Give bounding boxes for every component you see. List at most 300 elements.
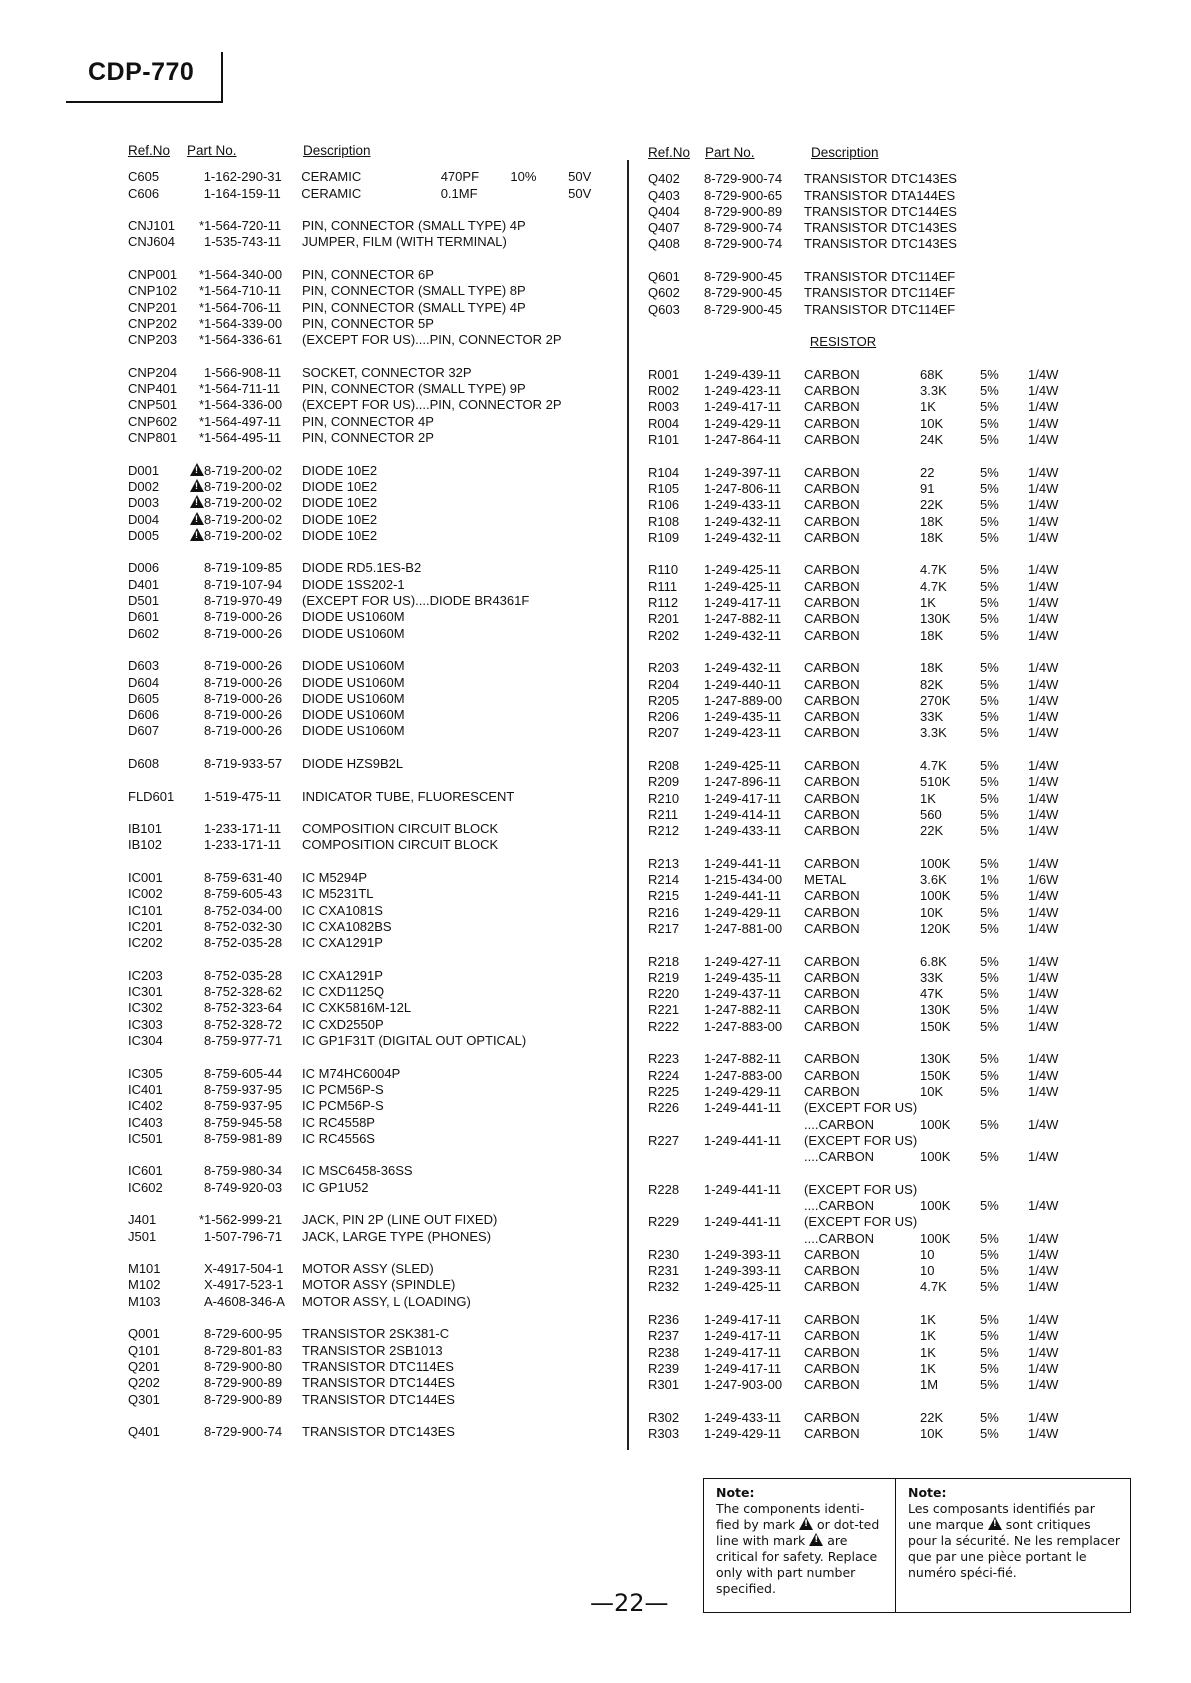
part-row [648,954,1078,970]
mark-cell: * [198,267,204,283]
ref-no: R231 [648,1263,680,1279]
tolerance: 5% [980,806,999,822]
description: TRANSISTOR 2SK381-C [302,1326,450,1342]
resistor-type: CARBON [804,1051,860,1067]
ref-no: FLD601 [128,788,175,804]
wattage: 1/4W [1028,986,1059,1002]
part-number: 8-729-801-83 [204,1342,283,1358]
tolerance: 5% [980,692,999,708]
header-ref: Ref.No [128,143,171,158]
ref-no: R232 [648,1279,680,1295]
resistance: 130K [920,611,951,627]
mark-cell [186,1424,204,1440]
description: DIODE 10E2 [302,478,378,494]
row-gap [128,642,608,658]
ref-no: J401 [128,1212,157,1228]
wattage: 1/4W [1028,399,1059,415]
part-number: 8-729-600-95 [204,1326,283,1342]
tolerance: 5% [980,1002,999,1018]
resistance: 150K [920,1067,951,1083]
warning-triangle-icon [190,528,204,541]
mark-cell [186,1082,204,1098]
resistance: 100K [920,1116,951,1132]
part-number: 1-249-425-11 [704,1279,782,1295]
mark-cell [186,495,204,511]
part-row [128,609,608,625]
mark-cell: * [198,315,204,331]
ref-no: D602 [128,625,160,641]
tolerance: 5% [980,1018,999,1034]
resistance: 6.8K [920,953,947,969]
part-row [648,1149,1078,1165]
part-row [648,693,1078,709]
row-gap [648,1394,1078,1410]
part-number: 8-719-109-85 [204,560,283,576]
tolerance: 5% [980,969,999,985]
ref-no: CNP401 [128,381,178,397]
resistor-type: CARBON [804,1002,860,1018]
part-row [648,1214,1078,1230]
part-number: 8-759-937-95 [204,1098,283,1114]
mark-cell [186,1017,204,1033]
part-row [128,365,608,381]
ref-no: M102 [128,1277,161,1293]
wattage: 1/4W [1028,676,1059,692]
part-row [128,560,608,576]
tolerance: 5% [980,529,999,545]
part-number: 8-759-631-40 [204,870,283,886]
resistance: 22K [920,497,944,513]
part-row [648,383,1078,399]
resistor-type: CARBON [804,757,860,773]
row-gap [648,253,1078,269]
tolerance: 5% [980,1149,999,1165]
mark-cell [186,1294,204,1310]
description: DIODE US1060M [302,625,405,641]
ref-no: IC203 [128,967,163,983]
voltage: 50V [568,185,592,201]
mark-cell [186,1131,204,1147]
tolerance: 5% [980,1067,999,1083]
mark-cell [186,479,204,495]
part-row [128,1277,608,1293]
resistor-type: CARBON [804,1426,860,1442]
part-row [128,528,608,544]
part-row [128,903,608,919]
description: TRANSISTOR DTC144ES [804,203,957,219]
ref-no: R219 [648,969,680,985]
part-number: 8-729-900-80 [204,1358,283,1374]
description: (EXCEPT FOR US)....PIN, CONNECTOR 2P [302,397,562,413]
resistor-type: CARBON [804,953,860,969]
part-number: 1-564-495-11 [204,430,282,446]
part-row [128,1261,608,1277]
row-gap [648,546,1078,562]
resistor-type: (EXCEPT FOR US) [804,1214,918,1230]
part-row [128,756,608,772]
resistor-type: CARBON [804,823,860,839]
part-row [648,1247,1078,1263]
part-number: 1-249-393-11 [704,1263,782,1279]
ref-no: CNP001 [128,267,178,283]
resistance: 100K [920,888,951,904]
resistor-type: CARBON [804,986,860,1002]
resistance: 33K [920,969,944,985]
resistance: 120K [920,920,951,936]
part-number: 8-719-000-26 [204,707,283,723]
ref-no: CNJ101 [128,218,175,234]
ref-no: Q402 [648,171,680,187]
resistor-type: (EXCEPT FOR US) [804,1100,918,1116]
ref-no: C606 [128,185,160,201]
part-number: 1-249-417-11 [704,595,782,611]
part-row [128,1212,608,1228]
ref-no: IC305 [128,1065,163,1081]
description: DIODE US1060M [302,707,405,723]
ref-no: J501 [128,1228,157,1244]
continuation: ....CARBON [804,1149,875,1165]
part-row [128,463,608,479]
part-row [648,595,1078,611]
tolerance: 5% [980,415,999,431]
ref-no: R237 [648,1328,680,1344]
value: 0.1MF [440,185,478,201]
description: PIN, CONNECTOR (SMALL TYPE) 8P [302,283,526,299]
part-number: A-4608-346-A [204,1293,285,1309]
tolerance: 5% [980,497,999,513]
ref-no: R220 [648,986,680,1002]
part-number: 1-249-433-11 [704,497,782,513]
ref-no: CNP602 [128,413,178,429]
part-number: 1-247-882-11 [704,611,782,627]
description: DIODE 10E2 [302,527,378,543]
description: TRANSISTOR 2SB1013 [302,1342,443,1358]
wattage: 1/4W [1028,823,1059,839]
part-number: 1-247-864-11 [704,432,782,448]
wattage: 1/4W [1028,1377,1059,1393]
part-row [128,870,608,886]
part-number: 8-719-107-94 [204,576,283,592]
ref-no: IB101 [128,821,162,837]
mark-cell [186,1180,204,1196]
ref-no: R207 [648,725,680,741]
mark-cell [186,789,204,805]
resistor-type: CARBON [804,1246,860,1262]
part-row [128,1359,608,1375]
part-number: 8-729-900-74 [204,1424,283,1440]
ref-no: D601 [128,609,160,625]
part-row [648,660,1078,676]
wattage: 1/4W [1028,1328,1059,1344]
description: IC CXD1125Q [302,984,385,1000]
resistance: 3.6K [920,872,947,888]
continuation: ....CARBON [804,1198,875,1213]
mark-cell: * [198,413,204,429]
mark-cell: * [198,218,204,234]
ref-no: R001 [648,366,680,382]
ref-no: D606 [128,707,160,723]
resistance: 130K [920,1002,951,1018]
resistance: 100K [920,1198,951,1213]
part-row [648,888,1078,904]
part-row [128,1375,608,1391]
part-row [128,1294,608,1310]
ref-no: IC602 [128,1179,163,1195]
description: IC CXA1081S [302,902,383,918]
description: (EXCEPT FOR US)....DIODE BR4361F [302,593,530,609]
wattage: 1/4W [1028,497,1059,513]
warning-triangle-icon [809,1533,823,1546]
part-row [648,921,1078,937]
part-number: 1-249-417-11 [704,399,782,415]
resistance: 100K [920,1230,951,1246]
part-number: 8-759-605-44 [204,1065,283,1081]
part-row [648,1361,1078,1377]
ref-no: IC601 [128,1163,163,1179]
resistance: 270K [920,692,951,708]
part-number: 8-719-000-26 [204,658,283,674]
part-row [128,1131,608,1147]
part-number: 8-719-000-26 [204,609,283,625]
resistance: 10K [920,1083,944,1099]
part-number: 1-249-441-11 [704,855,782,871]
part-row [648,1100,1078,1116]
wattage: 1/4W [1028,1230,1059,1246]
tolerance: 5% [980,904,999,920]
part-row [648,188,1078,204]
part-number: 1-249-437-11 [704,986,782,1002]
part-number: 8-719-000-26 [204,723,283,739]
tolerance: 5% [980,1360,999,1376]
ref-no [648,1231,704,1247]
part-number: 1-247-883-00 [704,1018,783,1034]
resistance: 33K [920,709,944,725]
resistor-type: CARBON [804,513,860,529]
wattage: 1/4W [1028,969,1059,985]
resistance: 4.7K [920,562,947,578]
description: DIODE RD5.1ES-B2 [302,560,422,576]
part-row [128,495,608,511]
resistor-type: METAL [804,872,847,888]
resistance: 22K [920,823,944,839]
part-number: 1-249-417-11 [704,1360,782,1376]
part-number: 8-719-200-02 [204,478,283,494]
ref-no: Q407 [648,220,680,236]
mark-cell [186,919,204,935]
resistor-type: CARBON [804,432,860,448]
part-number: 1-249-397-11 [704,464,782,480]
part-number: 8-719-933-57 [204,755,283,771]
ref-no: R106 [648,497,680,513]
tolerance: 5% [980,562,999,578]
resistor-type: CARBON [804,497,860,513]
resistance: 4.7K [920,757,947,773]
part-number: 8-719-200-02 [204,495,283,511]
resistance: 4.7K [920,1279,947,1295]
ref-no: Q602 [648,285,680,301]
ref-no: CNP501 [128,397,178,413]
ref-no: R213 [648,855,680,871]
mark-cell [186,512,204,528]
resistance: 1K [920,790,936,806]
description: IC CXA1082BS [302,918,392,934]
ref-no: R203 [648,660,680,676]
page-number: —22— [590,1589,669,1617]
part-number: 8-752-328-62 [204,984,283,1000]
mark-cell [186,1000,204,1016]
part-row [648,1133,1078,1149]
description: IC PCM56P-S [302,1081,384,1097]
ref-no: R004 [648,415,680,431]
wattage: 1/4W [1028,1083,1059,1099]
mark-cell [186,234,204,250]
resistor-type: CARBON [804,1328,860,1344]
mark-cell [186,463,204,479]
resistor-type: CARBON [804,806,860,822]
part-number: 8-729-900-74 [704,171,783,187]
mark-cell [186,528,204,544]
parts-list-right [648,145,1078,1442]
part-row [128,707,608,723]
mark-cell: * [198,397,204,413]
wattage: 1/4W [1028,1409,1059,1425]
note-french [896,1479,1130,1612]
voltage: 50V [568,169,592,185]
part-number: 1-249-425-11 [704,578,782,594]
description: TRANSISTOR DTC114EF [804,301,956,317]
part-number: 1-247-883-00 [704,1067,783,1083]
column-headers [648,145,1078,161]
ref-no: R230 [648,1246,680,1262]
part-number: 1-233-171-11 [204,821,282,837]
part-row [128,1180,608,1196]
wattage: 1/4W [1028,1116,1059,1132]
warning-triangle-icon [190,479,204,492]
part-row [648,611,1078,627]
description: DIODE 10E2 [302,511,378,527]
row-gap [128,1245,608,1261]
description: PIN, CONNECTOR 6P [302,267,434,283]
mark-cell [186,903,204,919]
part-number: 1-564-339-00 [204,315,283,331]
mark-cell [186,1229,204,1245]
mark-cell: * [198,381,204,397]
ref-no: R222 [648,1018,680,1034]
wattage: 1/4W [1028,480,1059,496]
part-number: 1-247-882-11 [704,1051,782,1067]
ref-no: Q201 [128,1358,160,1374]
ref-no: CNP801 [128,430,178,446]
ref-no: R204 [648,676,680,692]
resistance: 1K [920,595,936,611]
ref-no: R206 [648,709,680,725]
description: IC GP1F31T (DIGITAL OUT OPTICAL) [302,1033,527,1049]
description: JUMPER, FILM (WITH TERMINAL) [302,234,507,250]
part-number: X-4917-523-1 [204,1277,284,1293]
resistor-type: CARBON [804,415,860,431]
wattage: 1/4W [1028,904,1059,920]
wattage: 1/4W [1028,1067,1059,1083]
wattage: 1/4W [1028,1246,1059,1262]
ref-no: R301 [648,1377,680,1393]
part-row [648,432,1078,448]
ref-no: Q408 [648,236,680,252]
description: IC M5294P [302,870,368,886]
part-row [648,269,1078,285]
part-row [648,823,1078,839]
part-row [128,723,608,739]
part-row [128,283,608,299]
mark-cell [186,886,204,902]
part-number: 1-247-903-00 [704,1377,783,1393]
mark-cell [186,870,204,886]
ref-no: CNP203 [128,332,178,348]
wattage: 1/4W [1028,1312,1059,1328]
part-row [128,919,608,935]
part-row [648,1231,1078,1247]
mark-cell: * [198,430,204,446]
warning-triangle-icon [190,512,204,525]
part-row [128,1424,608,1440]
part-row [648,1426,1078,1442]
wattage: 1/4W [1028,513,1059,529]
part-number: 8-759-945-58 [204,1114,283,1130]
resistor-type: CARBON [804,774,860,790]
header-desc: Description [303,143,371,158]
resistance: 10K [920,904,944,920]
part-row [648,399,1078,415]
resistance: 91 [920,480,935,496]
warning-triangle-icon [190,495,204,508]
wattage: 1/4W [1028,611,1059,627]
row-gap [128,805,608,821]
resistor-type: CARBON [804,904,860,920]
ref-no: D005 [128,527,160,543]
part-number: 1-249-435-11 [704,969,782,985]
part-row [648,709,1078,725]
ref-no: C605 [128,169,160,185]
part-row [648,416,1078,432]
row-gap [128,1147,608,1163]
header-part: Part No. [187,143,237,158]
ref-no: IC303 [128,1016,163,1032]
ref-no [648,1198,704,1214]
part-number: 8-729-900-89 [204,1391,283,1407]
part-number: 1-247-889-00 [704,692,783,708]
warning-triangle-icon [799,1517,813,1530]
part-number: 1-249-429-11 [704,1426,782,1442]
resistance: 3.3K [920,725,947,741]
row-gap [648,1165,1078,1181]
description: SOCKET, CONNECTOR 32P [302,364,472,380]
description: (EXCEPT FOR US)....PIN, CONNECTOR 2P [302,332,562,348]
description: CERAMIC [301,169,362,185]
mark-cell [186,984,204,1000]
part-row [648,285,1078,301]
ref-no: R224 [648,1067,680,1083]
ref-no [648,1117,704,1133]
ref-no: Q603 [648,301,680,317]
part-row [648,302,1078,318]
tolerance: 5% [980,595,999,611]
ref-no: D004 [128,511,160,527]
tolerance: 5% [980,1198,999,1213]
part-row [648,1051,1078,1067]
ref-no: R302 [648,1409,680,1425]
part-number: 1-249-440-11 [704,676,782,692]
wattage: 1/4W [1028,757,1059,773]
part-number: 1-249-441-11 [704,888,782,904]
